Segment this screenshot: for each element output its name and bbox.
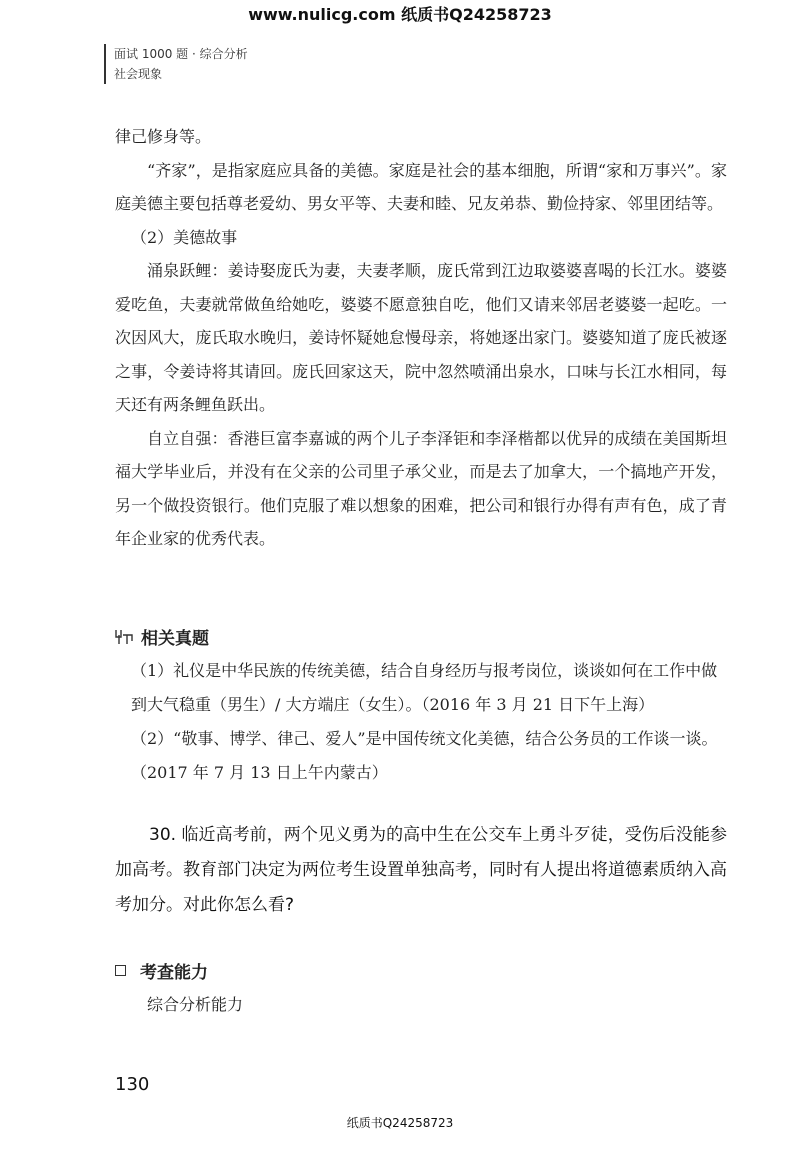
paragraph-story-1: 涌泉跃鲤：姜诗娶庞氏为妻，夫妻孝顺，庞氏常到江边取婆婆喜喝的长江水。婆婆爱吃鱼，夫妻就常做鱼给她吃，婆婆不愿意独自吃，他们又请来邻居老婆婆一起吃。一次因风大，庞氏取水晚归，姜诗怀疑她怠慢母亲，将她逐出家门。婆婆知道了庞氏被逐之事，令姜诗将其请回。庞氏回家这天，院中忽然喷涌出泉水，口味与长江水相同，每天还有两条鲤鱼跃出。: [115, 261, 727, 414]
question-text: 30. 临近高考前，两个见义勇为的高中生在公交车上勇斗歹徒，受伤后没能参加高考。教育部门决定为两位考生设置单独高考，同时有人提出将道德素质纳入高考加分。对此你怎么看?: [115, 825, 727, 915]
running-head: [104, 44, 248, 84]
related-questions-heading: [115, 624, 209, 649]
body-text: [115, 120, 727, 556]
related-questions-icon: [115, 629, 133, 645]
paragraph-qijia: “齐家”，是指家庭应具备的美德。家庭是社会的基本细胞，所谓“家和万事兴”。家庭美德主要包括尊老爱幼、男女平等、夫妻和睦、兄友弟恭、勤俭持家、邻里团结等。: [115, 160, 727, 213]
question-30: [115, 818, 727, 923]
watermark-footer: 纸质书Q24258723: [346, 1116, 454, 1130]
subheading-stories: （2）美德故事: [131, 227, 238, 247]
chapter-title: 社会现象: [114, 67, 163, 81]
ability-heading: [115, 958, 208, 983]
ability-text: 综合分析能力: [147, 995, 244, 1014]
related-question-1: （1）礼仪是中华民族的传统美德，结合自身经历与报考岗位，谈谈如何在工作中做到大气稳重（男生）/ 大方端庄（女生）。（2016 年 3 月 21 日下午上海）: [131, 661, 718, 714]
square-bullet-icon: [115, 965, 126, 976]
paragraph-continuation: 律己修身等。: [115, 127, 212, 146]
ability-title: 考查能力: [140, 963, 208, 983]
related-questions-list: [115, 654, 727, 790]
related-question-2: （2）“敬事、博学、律己、爱人”是中国传统文化美德，结合公务员的工作谈一谈。（2017 年 7 月 13 日上午内蒙古）: [131, 729, 718, 782]
book-title: 面试 1000 题 · 综合分析: [114, 47, 248, 61]
paragraph-story-2: 自立自强：香港巨富李嘉诚的两个儿子李泽钜和李泽楷都以优异的成绩在美国斯坦福大学毕业后，并没有在父亲的公司里子承父业，而是去了加拿大，一个搞地产开发，另一个做投资银行。他们克服了难以想象的困难，把公司和银行办得有声有色，成了青年企业家的优秀代表。: [115, 428, 727, 548]
watermark-header: www.nulicg.com 纸质书Q24258723: [248, 5, 552, 24]
page-number: 130: [115, 1074, 150, 1095]
related-questions-title: 相关真题: [141, 629, 209, 649]
